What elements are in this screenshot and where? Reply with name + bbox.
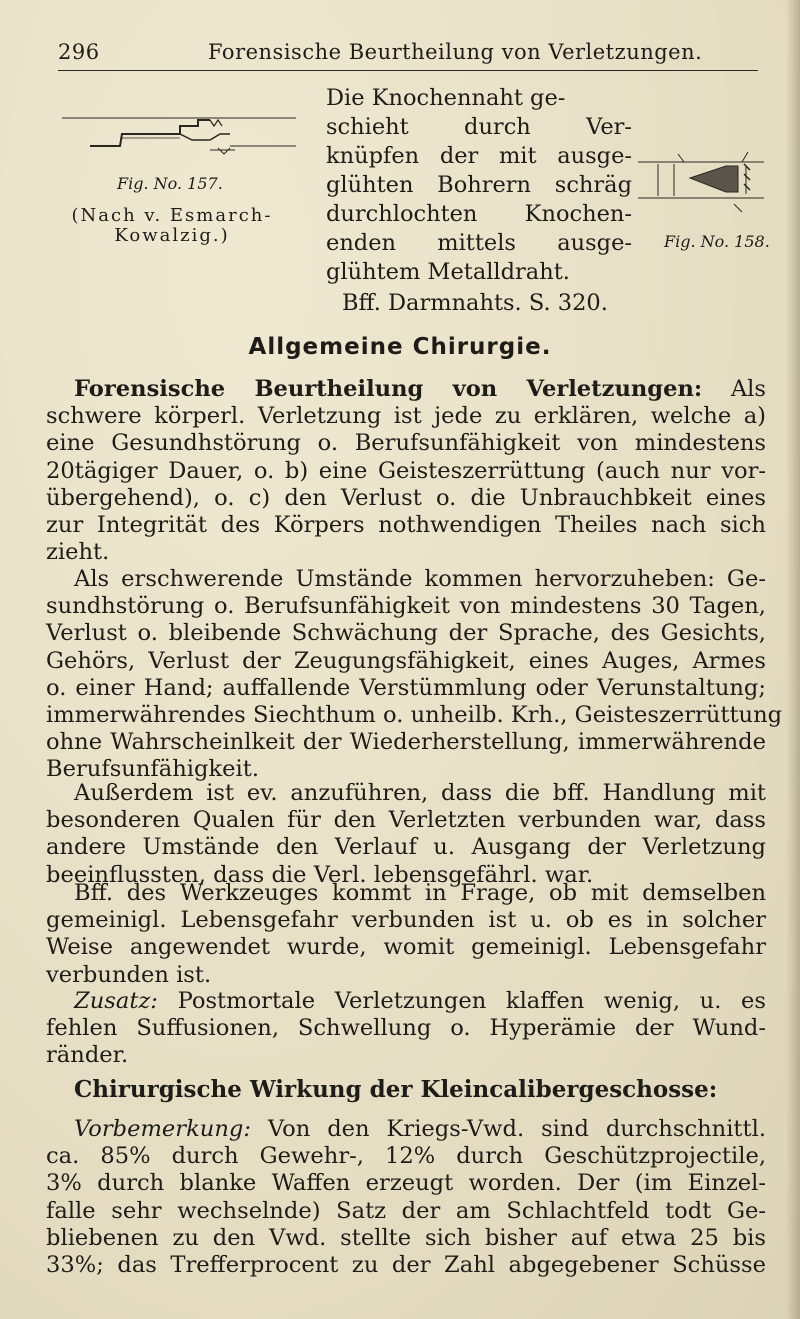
paragraph-line: gemeinigl. Lebensgefahr verbunden ist u. ob es in solcher [46, 907, 766, 934]
paragraph-line: 33%; das Trefferprocent zu der Zahl abgegebener Schüsse [46, 1252, 766, 1279]
paragraph-line: besonderen Qualen für den Verletzten verbunden war, dass [46, 807, 766, 834]
paragraph-addendum [46, 988, 766, 1070]
paragraph-line: Gehörs, Verlust der Zeugungsfähigkeit, eines Auges, Armes [46, 647, 766, 674]
figure-157-caption: Fig. No. 157. [117, 174, 223, 193]
paragraph-line: 20tägiger Dauer, o. b) eine Geisteszerrüttung (auch nur vor- [46, 457, 766, 484]
paragraph-line: zieht. [46, 539, 110, 566]
paragraph-forensic-assessment [46, 376, 766, 566]
paragraph-preliminary-note [46, 1116, 766, 1279]
intro-line: Die Knochennaht ge- [326, 85, 566, 111]
paragraph-line: o. einer Hand; auffallende Verstümmlung oder Verunstaltung; [46, 674, 766, 701]
figure-157-source-line1: (Nach v. Esmarch- [71, 205, 273, 226]
paragraph-aggravating-circumstances [46, 566, 783, 784]
page-edge-shadow [786, 0, 800, 1319]
paragraph-line: eine Gesundhstörung o. Berufsunfähigkeit von mindestens [46, 430, 766, 457]
paragraph-line: 3% durch blanke Waffen erzeugt worden. Der (im Einzel- [46, 1170, 766, 1197]
figure-158-illustration [638, 148, 768, 218]
intro-line: glühtem Metalldraht. [326, 259, 570, 285]
paragraph-line: Bff. des Werkzeuges kommt in Frage, ob mit demselben [74, 880, 766, 906]
intro-paragraph [326, 84, 632, 318]
intro-line: enden mittels ausge- [326, 230, 632, 256]
figure-157-source-line2: Kowalzig.) [114, 225, 230, 246]
paragraph-line: Verlust o. bleibende Schwächung der Sprache, des Gesichts, [46, 620, 766, 647]
subsection-heading [46, 1076, 766, 1103]
figure-157-source [62, 206, 282, 246]
paragraph-line: andere Umstände den Verlauf u. Ausgang der Verletzung [46, 834, 766, 861]
paragraph-line: immerwährendes Siechthum o. unheilb. Krh., Geisteszerrüttung [46, 702, 783, 729]
paragraph-line: Als [730, 376, 766, 402]
figure-158-caption: Fig. No. 158. [664, 232, 770, 251]
paragraph-line: ca. 85% durch Gewehr-, 12% durch Geschützprojectile, [46, 1143, 766, 1170]
paragraph-line: bliebenen zu den Vwd. stellte sich bisher auf etwa 25 bis [46, 1224, 766, 1251]
paragraph-line: ränder. [46, 1042, 129, 1069]
page-number: 296 [58, 40, 100, 64]
figure-157-illustration [60, 98, 300, 168]
paragraph-line: schwere körperl. Verletzung ist jede zu erklären, welche a) [46, 403, 766, 430]
intro-line: glühten Bohrern schräg [326, 172, 632, 198]
paragraph-line: Als erschwerende Umstände kommen hervorzuheben: Ge- [74, 566, 766, 592]
section-title: Allgemeine Chirurgie. [248, 334, 552, 360]
paragraph-line: fehlen Suffusionen, Schwellung o. Hyperämie der Wund- [46, 1015, 766, 1042]
paragraph-line: zur Integrität des Körpers nothwendigen Theiles nach sich [46, 512, 766, 539]
paragraph-line: beeinflussten, dass die Verl. lebensgefährl. war. [46, 861, 594, 888]
paragraph-line: Berufsunfähigkeit. [46, 756, 260, 783]
paragraph-line: falle sehr wechselnde) Satz der am Schlachtfeld todt Ge- [46, 1197, 766, 1224]
paragraph-line: Außerdem ist ev. anzuführen, dass die bff. Handlung mit [74, 780, 766, 806]
paragraph-line: Postmortale Verletzungen klaffen wenig, u. es [177, 988, 767, 1014]
intro-line: durchlochten Knochen- [326, 201, 632, 227]
addendum-label: Zusatz: [74, 988, 158, 1014]
paragraph-lead: Forensische Beurtheilung von Verletzungen: [74, 376, 703, 402]
preliminary-note-label: Vorbemerkung: [74, 1116, 251, 1142]
intro-reference: Bff. Darmnahts. S. 320. [342, 290, 608, 316]
paragraph-additional [46, 780, 766, 889]
paragraph-line: übergehend), o. c) den Verlust o. die Unbrauchbkeit eines [46, 484, 766, 511]
paragraph-line: ohne Wahrscheinlkeit der Wiederherstellung, immerwährende [46, 729, 766, 756]
paragraph-line: Weise angewendet wurde, womit gemeinigl. Lebensgefahr [46, 934, 766, 961]
intro-line: schieht durch Ver- [326, 114, 632, 140]
subsection-title: Chirurgische Wirkung der Kleincalibergeschosse: [74, 1076, 718, 1103]
intro-line: knüpfen der mit ausge- [326, 143, 632, 169]
paragraph-line: verbunden ist. [46, 961, 212, 988]
running-title: Forensische Beurtheilung von Verletzungen. [208, 40, 703, 64]
paragraph-weapon [46, 880, 766, 989]
paragraph-line: Von den Kriegs-Vwd. sind durchschnittl. [267, 1116, 766, 1142]
running-header [58, 36, 758, 71]
paragraph-line: sundhstörung o. Berufsunfähigkeit von mindestens 30 Tagen, [46, 593, 766, 620]
